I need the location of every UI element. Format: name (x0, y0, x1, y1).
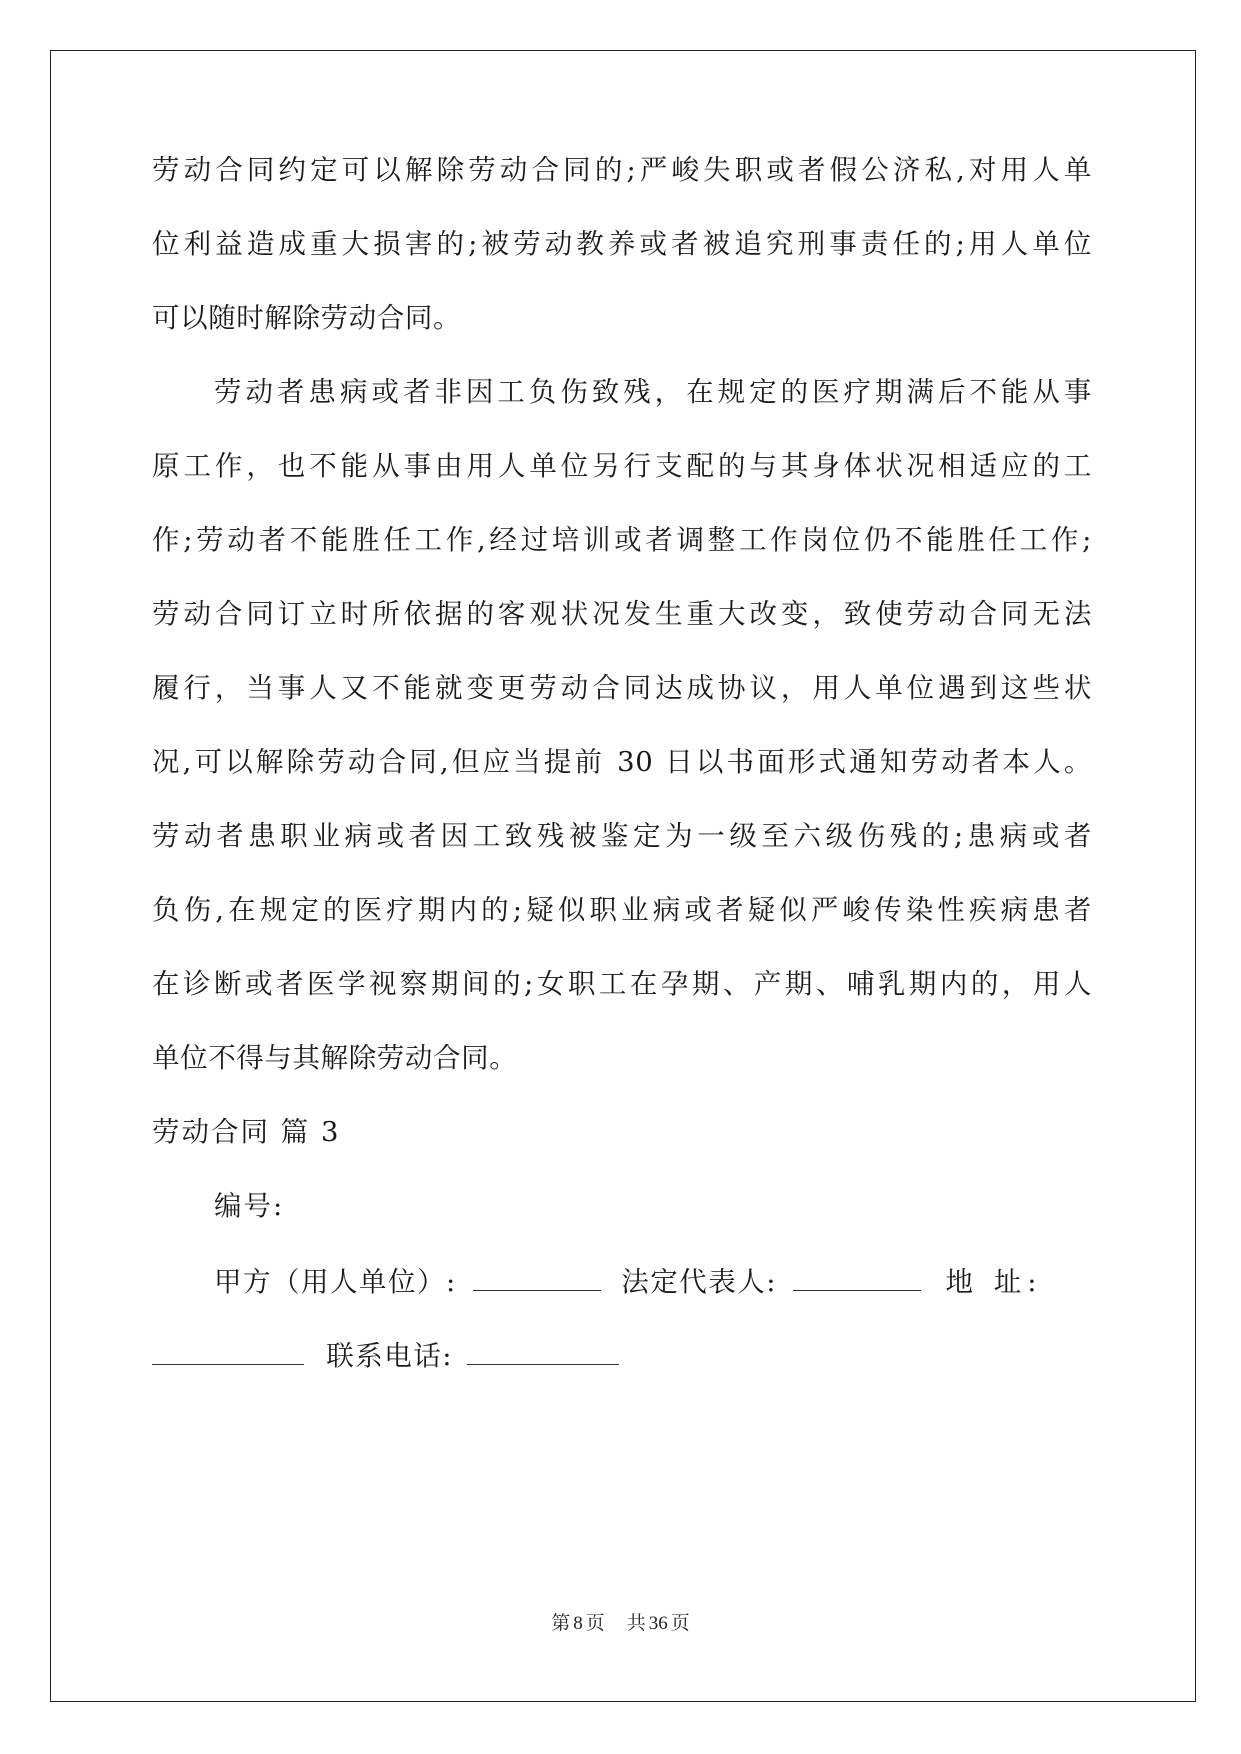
paragraph-2-line-3: 作;劳动者不能胜任工作,经过培训或者调整工作岗位仍不能胜任工作; (152, 524, 1092, 556)
paragraph-2-line-6: 况,可以解除劳动合同,但应当提前 30 日以书面形式通知劳动者本人。 (152, 746, 1092, 778)
party-a-row (214, 1260, 1043, 1302)
paragraph-1-line-1: 劳动合同约定可以解除劳动合同的;严峻失职或者假公济私,对用人单 (152, 154, 1092, 186)
party-a-label: 甲方（用人单位）: (214, 1266, 457, 1298)
section-heading: 劳动合同 篇 3 (152, 1116, 341, 1148)
total-suffix: 页 (670, 1613, 690, 1634)
paragraph-3-line-2: 负伤,在规定的医疗期内的;疑似职业病或者疑似严峻传染性疾病患者 (152, 894, 1092, 926)
page-footer (0, 1612, 1241, 1636)
paragraph-2-line-2: 原工作，也不能从事由用人单位另行支配的与其身体状况相适应的工 (152, 450, 1092, 482)
phone-label: 联系电话: (326, 1340, 454, 1372)
paragraph-2-line-1: 劳动者患病或者非因工负伤致残，在规定的医疗期满后不能从事 (214, 376, 1092, 408)
legal-rep-field[interactable] (793, 1260, 921, 1291)
address-field[interactable] (152, 1334, 304, 1365)
phone-field[interactable] (467, 1334, 619, 1365)
paragraph-3-line-3: 在诊断或者医学视察期间的;女职工在孕期、产期、哺乳期内的，用人 (152, 968, 1092, 1000)
page-suffix: 页 (585, 1613, 605, 1634)
paragraph-3-line-4: 单位不得与其解除劳动合同。 (152, 1042, 518, 1074)
contract-number-label: 编号: (214, 1190, 285, 1222)
page-current: 8 (573, 1613, 583, 1634)
address-label: 地 址: (945, 1266, 1043, 1298)
party-a-field[interactable] (473, 1260, 601, 1291)
page-total: 36 (648, 1613, 668, 1634)
paragraph-2-line-5: 履行，当事人又不能就变更劳动合同达成协议，用人单位遇到这些状 (152, 672, 1092, 704)
paragraph-3-line-1: 劳动者患职业病或者因工致残被鉴定为一级至六级伤残的;患病或者 (152, 820, 1092, 852)
legal-rep-label: 法定代表人: (621, 1266, 778, 1298)
page-prefix: 第 (551, 1613, 571, 1634)
paragraph-2-line-4: 劳动合同订立时所依据的客观状况发生重大改变，致使劳动合同无法 (152, 598, 1092, 630)
total-prefix: 共 (626, 1613, 646, 1634)
paragraph-1-line-2: 位利益造成重大损害的;被劳动教养或者被追究刑事责任的;用人单位 (152, 228, 1092, 260)
paragraph-1-line-3: 可以随时解除劳动合同。 (152, 302, 462, 334)
contact-row (152, 1334, 619, 1376)
